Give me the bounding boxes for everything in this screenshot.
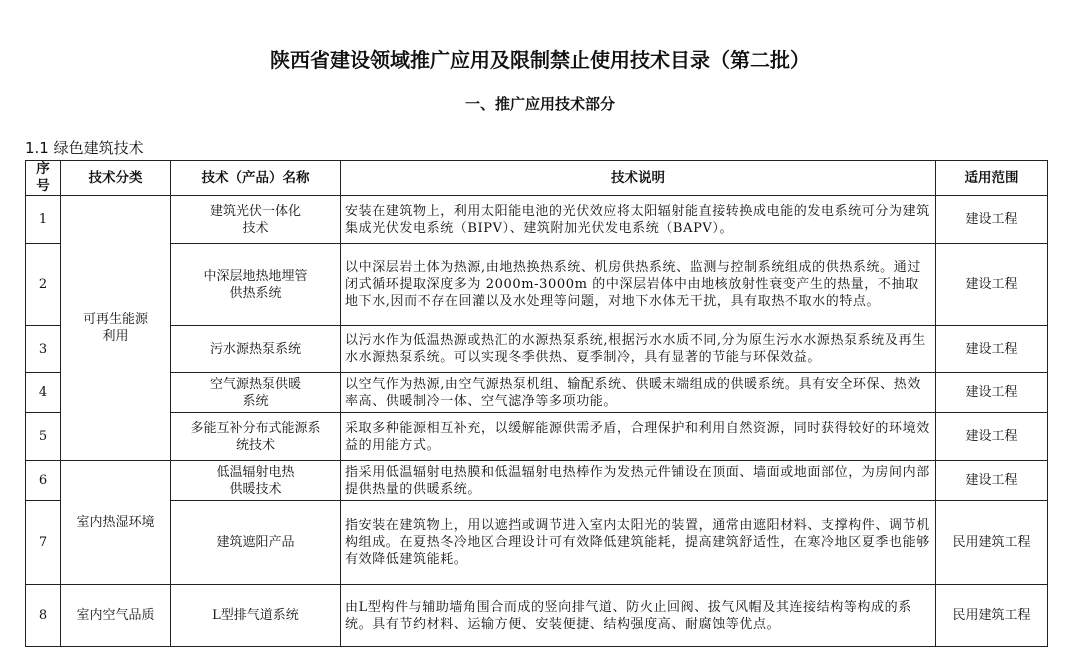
table-row — [26, 585, 1048, 647]
technology-name: 污水源热泵系统 — [171, 326, 341, 373]
table-row — [26, 326, 1048, 373]
category-cell: 可再生能源 利用 — [61, 196, 171, 461]
table-header-row — [26, 161, 1048, 196]
technology-description: 安装在建筑物上，利用太阳能电池的光伏效应将太阳辐射能直接转换成电能的发电系统可分为建筑集成光伏发电系统（BIPV）、建筑附加光伏发电系统（BAPV）。 — [341, 196, 936, 244]
row-number: 1 — [26, 196, 61, 244]
technology-table — [25, 160, 1048, 647]
technology-name: 多能互补分布式能源系 统技术 — [171, 413, 341, 461]
header-no: 序号 — [26, 161, 61, 196]
technology-description: 以污水作为低温热源或热汇的水源热泵系统,根据污水水质不同,分为原生污水水源热泵系统及再生水水源热泵系统。可以实现冬季供热、夏季制冷，具有显著的节能与环保效益。 — [341, 326, 936, 373]
table-row — [26, 373, 1048, 413]
header-category: 技术分类 — [61, 161, 171, 196]
technology-description: 指安装在建筑物上，用以遮挡或调节进入室内太阳光的装置，通常由遮阳材料、支撑构件、调节机构组成。在夏热冬冷地区合理设计可有效降低建筑能耗，提高建筑舒适性，在寒冷地区夏季也能够有效降低建筑能耗。 — [341, 501, 936, 585]
application-scope: 建设工程 — [936, 326, 1048, 373]
application-scope: 建设工程 — [936, 196, 1048, 244]
application-scope: 建设工程 — [936, 461, 1048, 501]
category-cell: 室内空气品质 — [61, 585, 171, 647]
application-scope: 民用建筑工程 — [936, 585, 1048, 647]
technology-description: 由L型构件与辅助墙角围合而成的竖向排气道、防火止回阀、拔气风帽及其连接结构等构成的系统。具有节约材料、运输方便、安装便捷、结构强度高、耐腐蚀等优点。 — [341, 585, 936, 647]
technology-name: L型排气道系统 — [171, 585, 341, 647]
row-number: 2 — [26, 244, 61, 326]
technology-name: 空气源热泵供暖 系统 — [171, 373, 341, 413]
header-scope: 适用范围 — [936, 161, 1048, 196]
header-name: 技术（产品）名称 — [171, 161, 341, 196]
application-scope: 民用建筑工程 — [936, 501, 1048, 585]
table-row — [26, 501, 1048, 585]
table-row — [26, 461, 1048, 501]
technology-description: 指采用低温辐射电热膜和低温辐射电热棒作为发热元件铺设在顶面、墙面或地面部位，为房间内部提供热量的供暖系统。 — [341, 461, 936, 501]
row-number: 5 — [26, 413, 61, 461]
document-subtitle: 一、推广应用技术部分 — [464, 95, 615, 113]
application-scope: 建设工程 — [936, 373, 1048, 413]
technology-description: 以中深层岩土体为热源,由地热换热系统、机房供热系统、监测与控制系统组成的供热系统。通过闭式循环提取深度多为 2000m-3000m 的中深层岩体中由地核放射性衰变产生的热量，不抽取地下水,因而不存在回灌以及水处理等问题，对地下水体无干扰，具有取热不取水的特点。 — [341, 244, 936, 326]
row-number: 6 — [26, 461, 61, 501]
technology-name: 低温辐射电热 供暖技术 — [171, 461, 341, 501]
application-scope: 建设工程 — [936, 244, 1048, 326]
technology-name: 建筑光伏一体化 技术 — [171, 196, 341, 244]
row-number: 7 — [26, 501, 61, 585]
table-row — [26, 196, 1048, 244]
row-number: 8 — [26, 585, 61, 647]
technology-name: 建筑遮阳产品 — [171, 501, 341, 585]
technology-name: 中深层地热地埋管 供热系统 — [171, 244, 341, 326]
row-number: 3 — [26, 326, 61, 373]
table-row — [26, 413, 1048, 461]
table-row — [26, 244, 1048, 326]
header-description: 技术说明 — [341, 161, 936, 196]
document-title: 陕西省建设领域推广应用及限制禁止使用技术目录（第二批） — [270, 48, 810, 72]
application-scope: 建设工程 — [936, 413, 1048, 461]
technology-description: 以空气作为热源,由空气源热泵机组、输配系统、供暖末端组成的供暖系统。具有安全环保、热效率高、供暖制冷一体、空气滤净等多项功能。 — [341, 373, 936, 413]
technology-description: 采取多种能源相互补充，以缓解能源供需矛盾，合理保护和利用自然资源，同时获得较好的环境效益的用能方式。 — [341, 413, 936, 461]
row-number: 4 — [26, 373, 61, 413]
category-cell: 室内热湿环境 — [61, 461, 171, 585]
section-heading: 1.1 绿色建筑技术 — [25, 139, 144, 157]
